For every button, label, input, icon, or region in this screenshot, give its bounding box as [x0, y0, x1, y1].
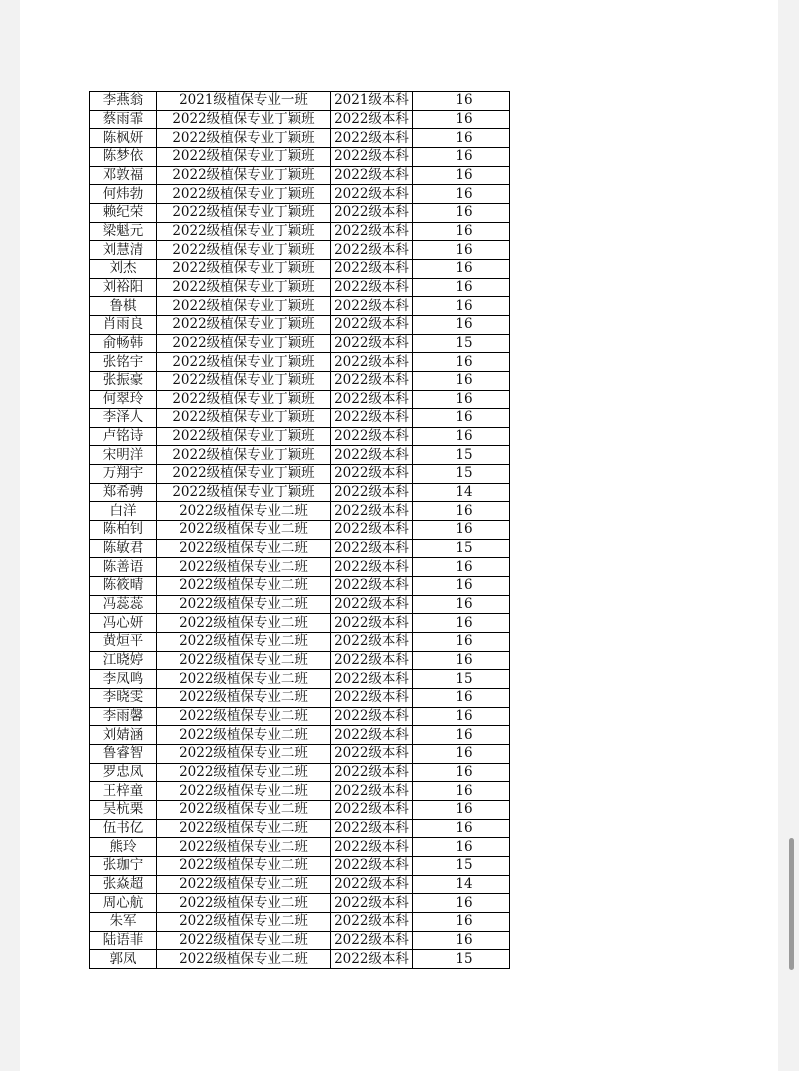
- score-value: 16: [455, 652, 473, 669]
- score-cell: [413, 110, 510, 129]
- table-row: [90, 502, 510, 521]
- level-cell: 2022级本科: [331, 427, 413, 446]
- score-value: 16: [455, 745, 473, 762]
- score-cell: [413, 800, 510, 819]
- table-row: [90, 894, 510, 913]
- score-value: 15: [455, 334, 473, 351]
- table-row: [90, 838, 510, 857]
- name-cell: 冯蕊蕊: [90, 595, 157, 614]
- scrollbar-thumb[interactable]: [789, 838, 794, 970]
- score-value: 16: [455, 931, 473, 948]
- table-row: [90, 558, 510, 577]
- name-cell: 李燕翁: [90, 92, 157, 111]
- name-cell: 卢铭诗: [90, 427, 157, 446]
- table-row: [90, 92, 510, 111]
- level-cell: 2022级本科: [331, 483, 413, 502]
- score-cell: [413, 539, 510, 558]
- score-cell: [413, 595, 510, 614]
- class-cell: 2022级植保专业二班: [157, 577, 331, 596]
- score-value: 16: [455, 409, 473, 426]
- table-row: [90, 427, 510, 446]
- class-cell: 2022级植保专业丁颖班: [157, 465, 331, 484]
- score-value: 16: [455, 390, 473, 407]
- score-value: 16: [455, 185, 473, 202]
- score-value: 16: [455, 92, 473, 109]
- score-value: 16: [455, 838, 473, 855]
- score-cell: [413, 185, 510, 204]
- name-cell: 白洋: [90, 502, 157, 521]
- level-cell: 2022级本科: [331, 315, 413, 334]
- score-cell: [413, 390, 510, 409]
- table-row: [90, 689, 510, 708]
- name-cell: 张振豪: [90, 371, 157, 390]
- table-row: [90, 912, 510, 931]
- table-row: [90, 129, 510, 148]
- score-cell: [413, 371, 510, 390]
- score-value: 16: [455, 689, 473, 706]
- class-cell: 2022级植保专业二班: [157, 502, 331, 521]
- level-cell: 2022级本科: [331, 446, 413, 465]
- name-cell: 鲁棋: [90, 297, 157, 316]
- score-cell: [413, 222, 510, 241]
- level-cell: 2022级本科: [331, 689, 413, 708]
- name-cell: 罗忠凤: [90, 763, 157, 782]
- name-cell: 周心航: [90, 894, 157, 913]
- level-cell: 2022级本科: [331, 334, 413, 353]
- class-cell: 2022级植保专业二班: [157, 875, 331, 894]
- level-cell: 2022级本科: [331, 670, 413, 689]
- class-cell: 2022级植保专业二班: [157, 856, 331, 875]
- level-cell: 2022级本科: [331, 950, 413, 969]
- name-cell: 陈枫妍: [90, 129, 157, 148]
- name-cell: 李晓雯: [90, 689, 157, 708]
- score-value: 16: [455, 521, 473, 538]
- score-cell: [413, 483, 510, 502]
- class-cell: 2022级植保专业二班: [157, 521, 331, 540]
- score-value: 16: [455, 894, 473, 911]
- name-cell: 邓敦福: [90, 166, 157, 185]
- name-cell: 吴杭栗: [90, 800, 157, 819]
- score-value: 16: [455, 633, 473, 650]
- table-row: [90, 315, 510, 334]
- level-cell: 2022级本科: [331, 278, 413, 297]
- score-cell: [413, 782, 510, 801]
- class-cell: 2022级植保专业丁颖班: [157, 409, 331, 428]
- table-row: [90, 931, 510, 950]
- level-cell: 2022级本科: [331, 465, 413, 484]
- score-cell: [413, 931, 510, 950]
- score-cell: [413, 614, 510, 633]
- table-row: [90, 409, 510, 428]
- score-cell: [413, 726, 510, 745]
- name-cell: 肖雨良: [90, 315, 157, 334]
- class-cell: 2022级植保专业丁颖班: [157, 297, 331, 316]
- table-row: [90, 782, 510, 801]
- score-cell: [413, 409, 510, 428]
- class-cell: 2022级植保专业丁颖班: [157, 129, 331, 148]
- table-row: [90, 819, 510, 838]
- score-value: 16: [455, 204, 473, 221]
- score-cell: [413, 427, 510, 446]
- name-cell: 梁魁元: [90, 222, 157, 241]
- score-value: 16: [455, 577, 473, 594]
- table-row: [90, 334, 510, 353]
- class-cell: 2022级植保专业二班: [157, 670, 331, 689]
- level-cell: 2022级本科: [331, 222, 413, 241]
- score-cell: [413, 92, 510, 111]
- score-cell: [413, 166, 510, 185]
- class-cell: 2022级植保专业丁颖班: [157, 315, 331, 334]
- class-cell: 2022级植保专业丁颖班: [157, 371, 331, 390]
- score-cell: [413, 651, 510, 670]
- score-value: 16: [455, 763, 473, 780]
- level-cell: 2022级本科: [331, 558, 413, 577]
- level-cell: 2022级本科: [331, 241, 413, 260]
- name-cell: 万翔宇: [90, 465, 157, 484]
- name-cell: 郭凤: [90, 950, 157, 969]
- level-cell: 2022级本科: [331, 726, 413, 745]
- score-value: 15: [455, 540, 473, 557]
- table-row: [90, 390, 510, 409]
- name-cell: 刘杰: [90, 259, 157, 278]
- score-cell: [413, 502, 510, 521]
- score-cell: [413, 838, 510, 857]
- score-cell: [413, 203, 510, 222]
- table-row: [90, 353, 510, 372]
- class-cell: 2022级植保专业二班: [157, 558, 331, 577]
- score-cell: [413, 912, 510, 931]
- name-cell: 陈敏君: [90, 539, 157, 558]
- class-cell: 2022级植保专业丁颖班: [157, 203, 331, 222]
- name-cell: 陈筱晴: [90, 577, 157, 596]
- level-cell: 2022级本科: [331, 819, 413, 838]
- score-value: 16: [455, 166, 473, 183]
- level-cell: 2022级本科: [331, 912, 413, 931]
- class-cell: 2021级植保专业一班: [157, 92, 331, 111]
- score-value: 16: [455, 316, 473, 333]
- score-cell: [413, 334, 510, 353]
- table-row: [90, 297, 510, 316]
- name-cell: 张珈宁: [90, 856, 157, 875]
- score-value: 15: [455, 465, 473, 482]
- score-value: 16: [455, 801, 473, 818]
- name-cell: 李凤鸣: [90, 670, 157, 689]
- score-cell: [413, 577, 510, 596]
- level-cell: 2022级本科: [331, 856, 413, 875]
- table-row: [90, 856, 510, 875]
- score-cell: [413, 241, 510, 260]
- score-cell: [413, 950, 510, 969]
- name-cell: 陈梦依: [90, 147, 157, 166]
- class-cell: 2022级植保专业丁颖班: [157, 166, 331, 185]
- score-value: 16: [455, 260, 473, 277]
- score-cell: [413, 856, 510, 875]
- level-cell: 2022级本科: [331, 838, 413, 857]
- level-cell: 2022级本科: [331, 875, 413, 894]
- level-cell: 2022级本科: [331, 633, 413, 652]
- score-value: 16: [455, 148, 473, 165]
- class-cell: 2022级植保专业丁颖班: [157, 259, 331, 278]
- score-value: 16: [455, 110, 473, 127]
- table-row: [90, 577, 510, 596]
- name-cell: 江晓婷: [90, 651, 157, 670]
- score-cell: [413, 147, 510, 166]
- name-cell: 冯心妍: [90, 614, 157, 633]
- class-cell: 2022级植保专业丁颖班: [157, 446, 331, 465]
- level-cell: 2022级本科: [331, 297, 413, 316]
- table-row: [90, 465, 510, 484]
- level-cell: 2022级本科: [331, 800, 413, 819]
- table-row: [90, 371, 510, 390]
- name-cell: 朱军: [90, 912, 157, 931]
- class-cell: 2022级植保专业丁颖班: [157, 278, 331, 297]
- roster-table: [89, 91, 510, 969]
- score-cell: [413, 297, 510, 316]
- table-row: [90, 278, 510, 297]
- table-row: [90, 614, 510, 633]
- score-value: 15: [455, 446, 473, 463]
- score-cell: [413, 129, 510, 148]
- level-cell: 2022级本科: [331, 185, 413, 204]
- class-cell: 2022级植保专业二班: [157, 651, 331, 670]
- class-cell: 2022级植保专业二班: [157, 894, 331, 913]
- level-cell: 2022级本科: [331, 166, 413, 185]
- name-cell: 伍书亿: [90, 819, 157, 838]
- score-value: 16: [455, 558, 473, 575]
- score-cell: [413, 353, 510, 372]
- class-cell: 2022级植保专业二班: [157, 689, 331, 708]
- name-cell: 刘慧清: [90, 241, 157, 260]
- table-row: [90, 950, 510, 969]
- class-cell: 2022级植保专业丁颖班: [157, 334, 331, 353]
- table-row: [90, 185, 510, 204]
- level-cell: 2021级本科: [331, 92, 413, 111]
- score-value: 16: [455, 428, 473, 445]
- class-cell: 2022级植保专业丁颖班: [157, 147, 331, 166]
- score-cell: [413, 633, 510, 652]
- score-value: 16: [455, 297, 473, 314]
- name-cell: 鲁睿智: [90, 744, 157, 763]
- score-cell: [413, 894, 510, 913]
- level-cell: 2022级本科: [331, 707, 413, 726]
- name-cell: 何炜勃: [90, 185, 157, 204]
- score-cell: [413, 763, 510, 782]
- score-cell: [413, 558, 510, 577]
- table-row: [90, 800, 510, 819]
- class-cell: 2022级植保专业二班: [157, 800, 331, 819]
- score-value: 15: [455, 857, 473, 874]
- score-value: 16: [455, 502, 473, 519]
- table-row: [90, 521, 510, 540]
- class-cell: 2022级植保专业二班: [157, 539, 331, 558]
- table-row: [90, 633, 510, 652]
- table-row: [90, 147, 510, 166]
- score-cell: [413, 259, 510, 278]
- name-cell: 赖纪荣: [90, 203, 157, 222]
- table-row: [90, 446, 510, 465]
- score-cell: [413, 521, 510, 540]
- level-cell: 2022级本科: [331, 614, 413, 633]
- level-cell: 2022级本科: [331, 147, 413, 166]
- name-cell: 宋明洋: [90, 446, 157, 465]
- class-cell: 2022级植保专业二班: [157, 595, 331, 614]
- class-cell: 2022级植保专业丁颖班: [157, 185, 331, 204]
- name-cell: 蔡雨霏: [90, 110, 157, 129]
- level-cell: 2022级本科: [331, 129, 413, 148]
- level-cell: 2022级本科: [331, 595, 413, 614]
- score-value: 16: [455, 819, 473, 836]
- score-value: 16: [455, 222, 473, 239]
- score-value: 16: [455, 129, 473, 146]
- name-cell: 何翠玲: [90, 390, 157, 409]
- level-cell: 2022级本科: [331, 744, 413, 763]
- name-cell: 黄烜平: [90, 633, 157, 652]
- score-value: 14: [455, 484, 473, 501]
- table-row: [90, 707, 510, 726]
- name-cell: 刘婧涵: [90, 726, 157, 745]
- table-row: [90, 744, 510, 763]
- score-cell: [413, 875, 510, 894]
- score-value: 16: [455, 596, 473, 613]
- class-cell: 2022级植保专业丁颖班: [157, 427, 331, 446]
- level-cell: 2022级本科: [331, 782, 413, 801]
- class-cell: 2022级植保专业丁颖班: [157, 483, 331, 502]
- score-cell: [413, 465, 510, 484]
- table-row: [90, 259, 510, 278]
- name-cell: 张焱超: [90, 875, 157, 894]
- score-cell: [413, 446, 510, 465]
- score-value: 15: [455, 950, 473, 967]
- class-cell: 2022级植保专业二班: [157, 838, 331, 857]
- table-row: [90, 110, 510, 129]
- table-row: [90, 222, 510, 241]
- class-cell: 2022级植保专业二班: [157, 707, 331, 726]
- name-cell: 刘裕阳: [90, 278, 157, 297]
- class-cell: 2022级植保专业二班: [157, 614, 331, 633]
- class-cell: 2022级植保专业二班: [157, 912, 331, 931]
- name-cell: 王梓童: [90, 782, 157, 801]
- table-row: [90, 670, 510, 689]
- score-cell: [413, 689, 510, 708]
- class-cell: 2022级植保专业丁颖班: [157, 353, 331, 372]
- name-cell: 李雨馨: [90, 707, 157, 726]
- name-cell: 熊玲: [90, 838, 157, 857]
- score-value: 16: [455, 913, 473, 930]
- table-row: [90, 595, 510, 614]
- table-row: [90, 539, 510, 558]
- score-cell: [413, 707, 510, 726]
- score-value: 16: [455, 707, 473, 724]
- roster-table-body: [90, 92, 510, 969]
- score-value: 16: [455, 782, 473, 799]
- class-cell: 2022级植保专业二班: [157, 726, 331, 745]
- name-cell: 李泽人: [90, 409, 157, 428]
- class-cell: 2022级植保专业丁颖班: [157, 390, 331, 409]
- score-value: 14: [455, 875, 473, 892]
- level-cell: 2022级本科: [331, 353, 413, 372]
- level-cell: 2022级本科: [331, 409, 413, 428]
- name-cell: 陈善语: [90, 558, 157, 577]
- class-cell: 2022级植保专业二班: [157, 950, 331, 969]
- score-value: 16: [455, 372, 473, 389]
- level-cell: 2022级本科: [331, 110, 413, 129]
- level-cell: 2022级本科: [331, 539, 413, 558]
- name-cell: 张铭宇: [90, 353, 157, 372]
- score-cell: [413, 744, 510, 763]
- level-cell: 2022级本科: [331, 371, 413, 390]
- class-cell: 2022级植保专业二班: [157, 763, 331, 782]
- class-cell: 2022级植保专业二班: [157, 931, 331, 950]
- table-row: [90, 726, 510, 745]
- class-cell: 2022级植保专业丁颖班: [157, 222, 331, 241]
- table-row: [90, 166, 510, 185]
- class-cell: 2022级植保专业二班: [157, 819, 331, 838]
- score-value: 16: [455, 278, 473, 295]
- name-cell: 俞畅韩: [90, 334, 157, 353]
- level-cell: 2022级本科: [331, 894, 413, 913]
- level-cell: 2022级本科: [331, 577, 413, 596]
- score-value: 15: [455, 670, 473, 687]
- score-value: 16: [455, 241, 473, 258]
- level-cell: 2022级本科: [331, 763, 413, 782]
- score-value: 16: [455, 353, 473, 370]
- name-cell: 郑希骋: [90, 483, 157, 502]
- level-cell: 2022级本科: [331, 203, 413, 222]
- table-row: [90, 875, 510, 894]
- table-row: [90, 763, 510, 782]
- table-row: [90, 651, 510, 670]
- table-row: [90, 241, 510, 260]
- class-cell: 2022级植保专业二班: [157, 744, 331, 763]
- class-cell: 2022级植保专业二班: [157, 633, 331, 652]
- name-cell: 陈柏钊: [90, 521, 157, 540]
- level-cell: 2022级本科: [331, 259, 413, 278]
- level-cell: 2022级本科: [331, 931, 413, 950]
- level-cell: 2022级本科: [331, 521, 413, 540]
- class-cell: 2022级植保专业二班: [157, 782, 331, 801]
- table-row: [90, 483, 510, 502]
- class-cell: 2022级植保专业丁颖班: [157, 110, 331, 129]
- score-cell: [413, 315, 510, 334]
- score-cell: [413, 278, 510, 297]
- level-cell: 2022级本科: [331, 390, 413, 409]
- name-cell: 陆语菲: [90, 931, 157, 950]
- score-cell: [413, 670, 510, 689]
- class-cell: 2022级植保专业丁颖班: [157, 241, 331, 260]
- score-value: 16: [455, 726, 473, 743]
- table-row: [90, 203, 510, 222]
- level-cell: 2022级本科: [331, 502, 413, 521]
- level-cell: 2022级本科: [331, 651, 413, 670]
- scrollbar-track[interactable]: [779, 0, 799, 1071]
- score-value: 16: [455, 614, 473, 631]
- score-cell: [413, 819, 510, 838]
